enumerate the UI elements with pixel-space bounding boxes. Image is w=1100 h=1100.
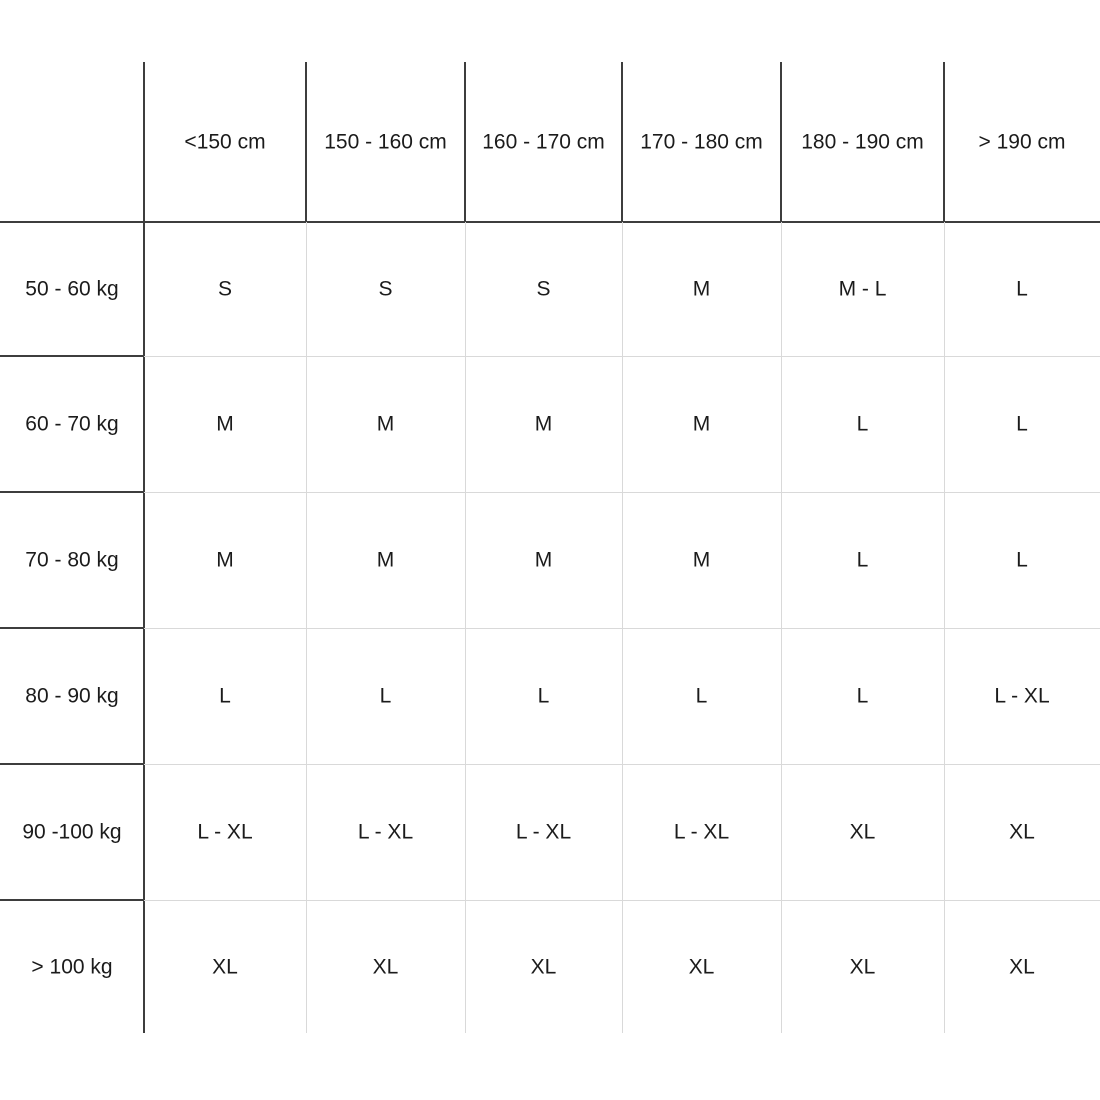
size-cell: XL [849, 820, 876, 844]
header-column-divider [943, 62, 945, 222]
size-cell: M [216, 412, 234, 436]
size-cell: L [537, 684, 550, 708]
size-cell: L - XL [673, 820, 730, 844]
row-header-weight-range: > 100 kg [31, 955, 113, 978]
row-header-row-divider [0, 763, 144, 765]
row-header-weight-range: 80 - 90 kg [25, 684, 119, 708]
size-cell: M [376, 412, 395, 436]
size-cell: L - XL [515, 820, 572, 844]
size-cell: S [536, 277, 551, 301]
header-column-divider [780, 62, 782, 222]
column-header-height-range: 180 - 190 cm [801, 130, 924, 154]
row-header-column-divider [143, 62, 145, 1033]
column-header-height-range: <150 cm [184, 130, 266, 154]
size-cell: L [856, 684, 869, 708]
size-cell: XL [688, 955, 715, 978]
column-header-height-range: 150 - 160 cm [324, 130, 447, 154]
header-bottom-border [0, 221, 1100, 223]
column-header-height-range: > 190 cm [978, 130, 1066, 154]
size-cell: M [216, 548, 234, 572]
data-column-divider [306, 222, 307, 1033]
data-column-divider [622, 222, 623, 1033]
size-cell: L - XL [357, 820, 414, 844]
size-cell: L [1016, 548, 1028, 572]
size-cell: L [695, 684, 708, 708]
size-cell: L [1016, 277, 1028, 301]
size-cell: L [856, 412, 869, 436]
size-cell: M - L [838, 277, 887, 301]
size-cell: XL [1009, 820, 1035, 844]
column-header-height-range: 170 - 180 cm [640, 130, 763, 154]
row-header-row-divider [0, 355, 144, 357]
column-header-height-range: 160 - 170 cm [482, 130, 605, 154]
size-cell: S [378, 277, 393, 301]
row-header-row-divider [0, 491, 144, 493]
row-header-row-divider [0, 627, 144, 629]
row-header-weight-range: 70 - 80 kg [25, 548, 119, 572]
size-cell: M [692, 277, 711, 301]
size-cell: M [692, 548, 711, 572]
row-header-weight-range: 50 - 60 kg [25, 277, 119, 301]
header-column-divider [621, 62, 623, 222]
size-cell: M [376, 548, 395, 572]
size-cell: M [692, 412, 711, 436]
size-cell: XL [372, 955, 399, 978]
size-cell: L [1016, 412, 1028, 436]
row-header-weight-range: 90 -100 kg [22, 820, 122, 844]
data-column-divider [781, 222, 782, 1033]
row-header-weight-range: 60 - 70 kg [25, 412, 119, 436]
data-column-divider [465, 222, 466, 1033]
data-column-divider [944, 222, 945, 1033]
size-cell: XL [212, 955, 238, 978]
size-cell: L - XL [994, 684, 1050, 708]
header-column-divider [305, 62, 307, 222]
row-header-row-divider [0, 899, 144, 901]
size-cell: XL [530, 955, 557, 978]
size-cell: L - XL [197, 820, 253, 844]
header-column-divider [464, 62, 466, 222]
size-cell: L [379, 684, 392, 708]
size-cell: XL [1009, 955, 1035, 978]
size-cell: XL [849, 955, 876, 978]
size-cell: L [219, 684, 231, 708]
size-cell: M [534, 548, 553, 572]
size-cell: M [534, 412, 553, 436]
size-cell: S [217, 277, 233, 301]
size-cell: L [856, 548, 869, 572]
